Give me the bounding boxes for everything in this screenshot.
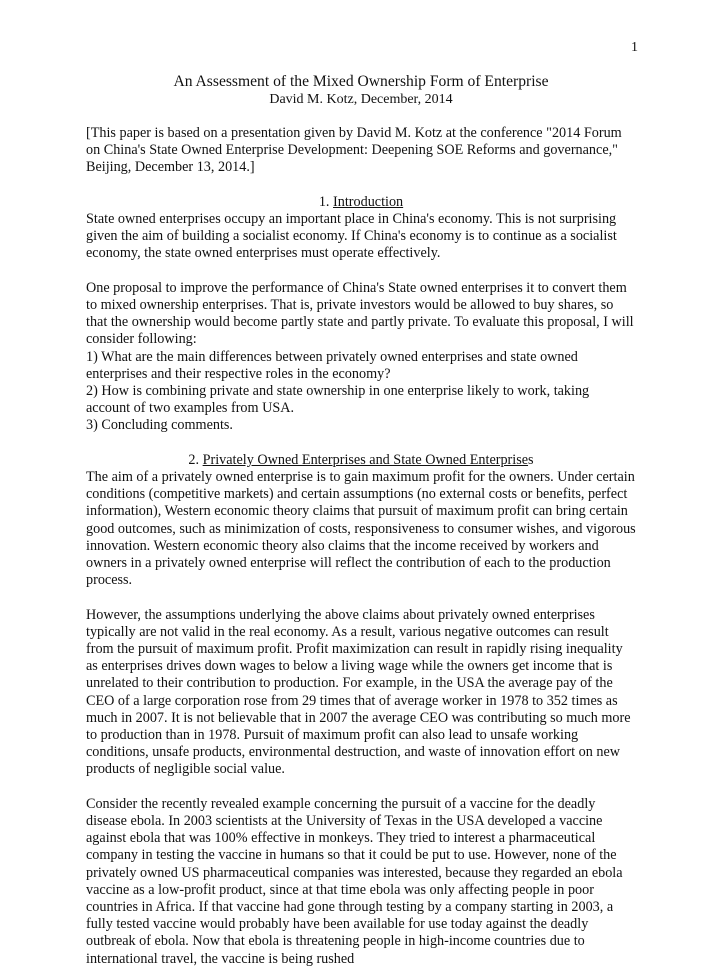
- list-item: 1) What are the main differences between privately owned enterprises and state owned enterprises and their respective roles in the economy?: [86, 348, 578, 382]
- spacer: [86, 177, 636, 194]
- page-number: 1: [631, 40, 638, 55]
- spacer: [86, 779, 636, 796]
- section-2-title-tail: s: [528, 451, 534, 468]
- document-body: [86, 72, 636, 968]
- section-2-paragraph-1: The aim of a privately owned enterprise is to gain maximum profit for the owners. Under certain conditions (competitive markets) and certain assumptions (no external costs or benefits, perfect information), Western economic theory claims that pursuit of maximum profit can bring certain good outcomes, such as minimization of costs, responsiveness to consumer wishes, and vigorous innovation. Western economic theory also claims that the income received by workers and owners in a privately owned enterprise will reflect the contribution of each to the production process.: [86, 469, 636, 589]
- spacer: [86, 263, 636, 280]
- presentation-note: [This paper is based on a presentation given by David M. Kotz at the conference "2014 Forum on China's State Owned Enterprise Development: Deepening SOE Reforms and governance," Beijing, December 13, 2014.]: [86, 125, 622, 176]
- paper-title: An Assessment of the Mixed Ownership Form of Enterprise: [173, 73, 549, 90]
- section-1-title: Introduction: [333, 193, 404, 210]
- section-2-heading: [86, 452, 636, 469]
- spacer: [86, 589, 636, 606]
- section-1-heading: [86, 194, 636, 211]
- section-2-title: Privately Owned Enterprises and State Owned Enterprise: [202, 451, 529, 468]
- section-2-paragraph-3: Consider the recently revealed example concerning the pursuit of a vaccine for the deadly disease ebola. In 2003 scientists at the University of Texas in the USA developed a vaccine against ebola that was 100% effective in monkeys. They tried to interest a pharmaceutical company in testing the vaccine in humans so that it could be put to use. However, none of the privately owned US pharmaceutical companies was interested, because they regarded an ebola vaccine as a low-profit product, since at that time ebola was only affecting people in poor countries in Africa. If that vaccine had gone through testing by a company starting in 2003, a fully tested vaccine would probably have been available for use today against the deadly outbreak of ebola. Now that ebola is threatening people in high-income countries due to international travel, the vaccine is being rushed: [86, 795, 623, 967]
- list-item: 3) Concluding comments.: [86, 417, 233, 434]
- section-1-number: 1.: [318, 193, 330, 210]
- section-1-paragraph-2: One proposal to improve the performance of China's State owned enterprises it to convert them to mixed ownership enterprises. That is, private investors would be allowed to buy shares, so that the ownership would become partly state and partly private. To evaluate this proposal, I will consider following:: [86, 279, 634, 348]
- list-item: 2) How is combining private and state ownership in one enterprise likely to work, taking account of two examples from USA.: [86, 383, 590, 417]
- spacer: [86, 435, 636, 452]
- section-2-number: 2.: [188, 451, 200, 468]
- paper-byline: David M. Kotz, December, 2014: [269, 92, 453, 107]
- section-1-paragraph-1: State owned enterprises occupy an important place in China's economy. This is not surprising given the aim of building a socialist economy. If China's economy is to continue as a socialist economy, the state owned enterprises must operate effectively.: [86, 211, 617, 262]
- section-2-paragraph-2: However, the assumptions underlying the above claims about privately owned enterprises typically are not valid in the real economy. As a result, various negative outcomes can result from the pursuit of maximum profit. Profit maximization can result in rapidly rising inequality as enterprises drives down wages to below a living wage while the owners get income that is unrelated to their contribution to production. For example, in the USA the average pay of the CEO of a large corporation rose from 29 times that of average worker in 1978 to 352 times as much in 2007. It is not believable that in 2007 the average CEO was contributing so much more to production than in 1978. Pursuit of maximum profit can also lead to unsafe working conditions, unsafe products, environmental destruction, and waste of innovation effort on new products of negligible social value.: [86, 606, 631, 778]
